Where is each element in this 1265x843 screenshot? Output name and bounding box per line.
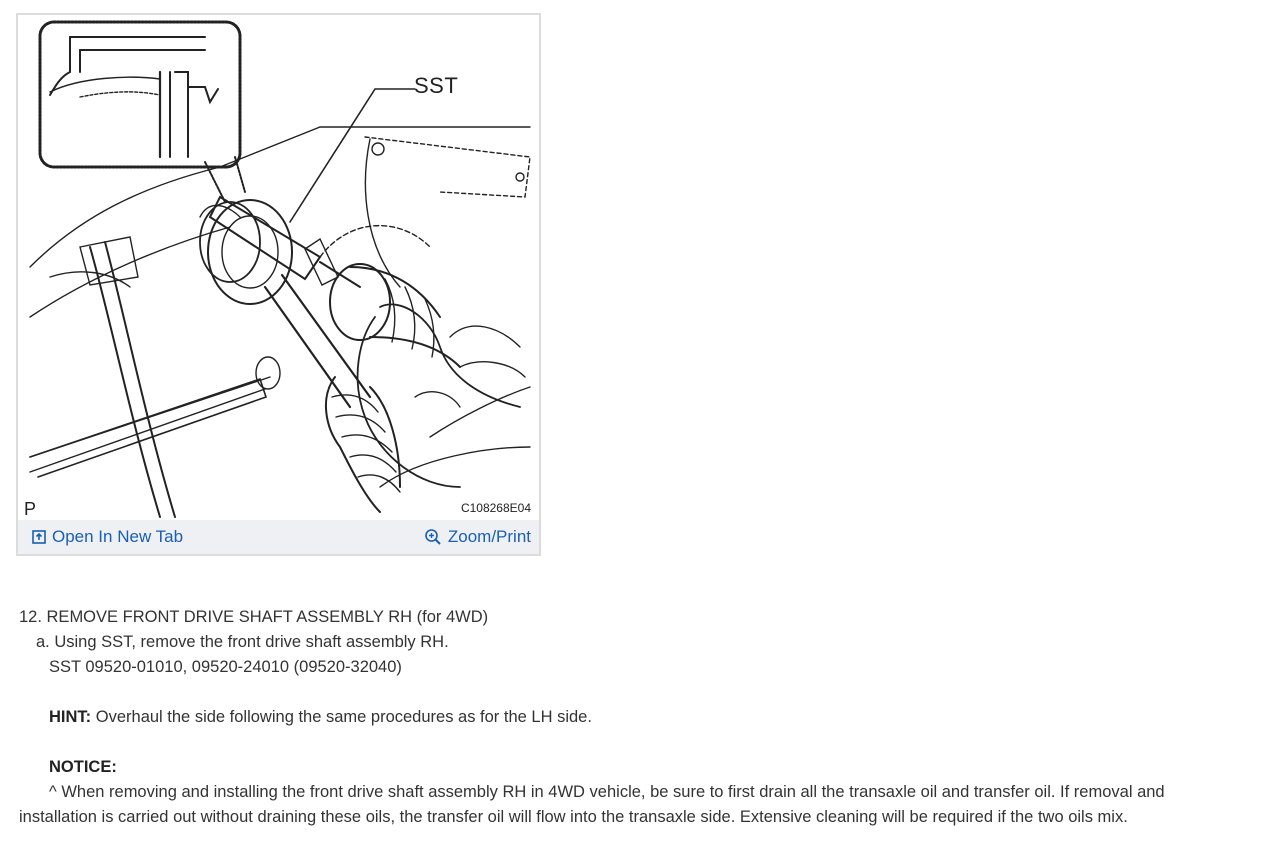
drive-shaft-illustration	[20, 17, 537, 520]
zoom-in-icon	[424, 528, 442, 546]
notice-paragraph	[19, 780, 1239, 830]
substep-text: a. Using SST, remove the front drive shaft assembly RH.	[36, 633, 449, 651]
notice-bullet: ^	[49, 783, 57, 801]
zoom-print-label: Zoom/Print	[447, 527, 531, 546]
open-in-new-tab-label: Open In New Tab	[52, 527, 184, 546]
figure-code: C108268E04	[460, 501, 531, 515]
step-heading: 12. REMOVE FRONT DRIVE SHAFT ASSEMBLY RH (for 4WD)	[19, 608, 489, 626]
zoom-print-link[interactable]	[424, 527, 531, 547]
sst-numbers: SST 09520-01010, 09520-24010 (09520-32040)	[49, 658, 402, 676]
notice-text: When removing and installing the front drive shaft assembly RH in 4WD vehicle, be sure to first drain all the transaxle oil and transfer oil. If removal and installation is carried out without draining these oils, the transfer oil will flow into the transaxle side. Extensive cleaning will be required if the two oils mix.	[19, 783, 1165, 826]
hint-text: Overhaul the side following the same procedures as for the LH side.	[91, 708, 592, 726]
procedure-text	[19, 605, 1239, 830]
hint-label: HINT:	[49, 708, 92, 726]
figure-container	[16, 13, 541, 556]
open-in-new-tab-link[interactable]	[32, 527, 183, 547]
sst-callout-label: SST	[414, 73, 459, 98]
notice-label: NOTICE:	[49, 758, 117, 776]
hint-paragraph	[19, 705, 1239, 730]
open-new-tab-icon	[32, 530, 46, 544]
figure-action-bar	[18, 520, 539, 554]
figure-corner-label: P	[24, 499, 37, 519]
